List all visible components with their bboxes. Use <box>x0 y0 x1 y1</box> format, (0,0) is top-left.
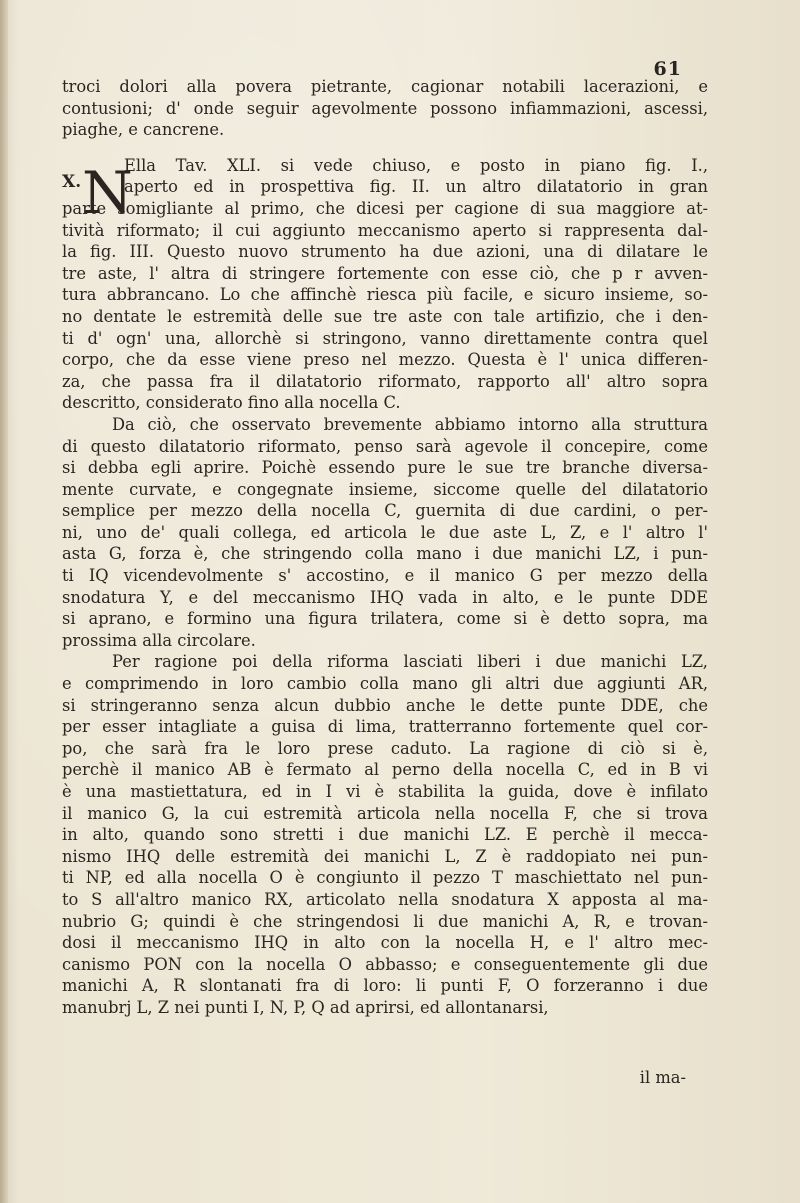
text-line: ti d' ogn' una, allorchè si stringono, vanno direttamente contra quel <box>62 328 708 348</box>
text-line: per esser intagliate a guisa di lima, tratterranno fortemente quel cor- <box>62 717 708 737</box>
text-line: il manico G, la cui estremità articola nella nocella F, che si trova <box>62 803 708 823</box>
text-line: parte somigliante al primo, che dicesi per cagione di sua maggiore at- <box>62 198 708 218</box>
page-spine-shadow <box>0 0 8 1203</box>
text-line: tività riformato; il cui aggiunto meccanismo aperto si rappresenta dal- <box>62 220 708 240</box>
text-line: aperto ed in prospettiva fig. II. un altro dilatatorio in gran <box>124 177 708 197</box>
text-line: nubrio G; quindi è che stringendosi li due manichi A, R, e trovan- <box>62 911 708 931</box>
text-line: è una mastiettatura, ed in I vi è stabilita la guida, dove è infilato <box>62 782 708 801</box>
text-line: tura abbrancano. Lo che affinchè riesca più facile, e sicuro insieme, so- <box>62 285 708 305</box>
text-line: za, che passa fra il dilatatorio riformato, rapporto all' altro sopra <box>62 371 708 391</box>
text-line: prossima alla circolare. <box>62 630 256 650</box>
text-line: snodatura Y, e del meccanismo IHQ vada in alto, e le punte DDE <box>62 587 708 607</box>
text-line: manubrj L, Z nei punti I, N, P, Q ad aprirsi, ed allontanarsi, <box>62 997 549 1017</box>
text-line: no dentate le estremità delle sue tre aste con tale artifizio, che i den- <box>62 306 708 326</box>
paragraph-intro <box>62 76 708 141</box>
text-line: dosi il meccanismo IHQ in alto con la nocella H, e l' altro mec- <box>62 933 708 953</box>
text-line: in alto, quando sono stretti i due manichi LZ. E perchè il mecca- <box>62 825 708 845</box>
text-line: ti NP, ed alla nocella O è congiunto il pezzo T maschiettato nel pun- <box>62 868 708 888</box>
text-line: ti IQ vicendevolmente s' accostino, e il manico G per mezzo della <box>62 566 708 586</box>
text-line: corpo, che da esse viene preso nel mezzo. Questa è l' unica differen- <box>62 350 708 370</box>
text-line: si stringeranno senza alcun dubbio anche le dette punte DDE, che <box>62 695 708 715</box>
section-label: X. <box>62 172 82 192</box>
text-line: di questo dilatatorio riformato, penso sarà agevole il concepire, come <box>62 436 708 456</box>
text-line: ni, uno de' quali collega, ed articola le due aste L, Z, e l' altro l' <box>62 522 708 542</box>
text-line: troci dolori alla povera pietrante, cagionar notabili lacerazioni, e <box>62 77 708 96</box>
paragraph-section-x <box>62 155 708 414</box>
text-line: e comprimendo in loro cambio colla mano gli altri due aggiunti AR, <box>62 674 708 694</box>
text-line: manichi A, R slontanati fra di loro: li punti F, O forzeranno i due <box>62 976 708 996</box>
text-line: si aprano, e formino una figura trilatera, come si è detto sopra, ma <box>62 609 708 629</box>
text-line: piaghe, e cancrene. <box>62 120 225 140</box>
text-line: Ella Tav. XLI. si vede chiuso, e posto in piano fig. I., <box>124 155 708 175</box>
text-line: Per ragione poi della riforma lasciati liberi i due manichi LZ, <box>112 652 708 672</box>
text-line: tre aste, l' altra di stringere fortemente con esse ciò, che p r avven- <box>62 263 708 283</box>
text-line: semplice per mezzo della nocella C, guernita di due cardini, o per- <box>62 501 708 521</box>
text-line: to S all'altro manico RX, articolato nella snodatura X apposta al ma- <box>62 889 708 909</box>
text-line: mente curvate, e congegnate insieme, siccome quelle del dilatatorio <box>62 479 708 499</box>
paragraph-3 <box>62 651 708 1018</box>
text-block <box>62 76 708 1019</box>
text-line: la fig. III. Questo nuovo strumento ha due azioni, una di dilatare le <box>62 242 708 262</box>
catchword: il ma- <box>639 1068 686 1087</box>
text-line: si debba egli aprire. Poichè essendo pure le sue tre branche diversa- <box>62 458 708 478</box>
text-line: po, che sarà fra le loro prese caduto. La ragione di ciò si è, <box>62 738 708 758</box>
text-line: nismo IHQ delle estremità dei manichi L, Z è raddopiato nei pun- <box>62 846 708 866</box>
paragraph-2 <box>62 414 708 652</box>
page-number: 61 <box>653 58 682 80</box>
drop-cap: N <box>82 159 133 227</box>
text-line: asta G, forza è, che stringendo colla mano i due manichi LZ, i pun- <box>62 544 708 564</box>
text-line: descritto, considerato fino alla nocella C. <box>62 393 401 413</box>
text-line: canismo PON con la nocella O abbasso; e conseguentemente gli due <box>62 954 708 974</box>
text-line: perchè il manico AB è fermato al perno della nocella C, ed in B vi <box>62 760 708 780</box>
text-line: Da ciò, che osservato brevemente abbiamo intorno alla struttura <box>112 414 708 434</box>
text-line: contusioni; d' onde seguir agevolmente possono infiammazioni, ascessi, <box>62 98 708 118</box>
